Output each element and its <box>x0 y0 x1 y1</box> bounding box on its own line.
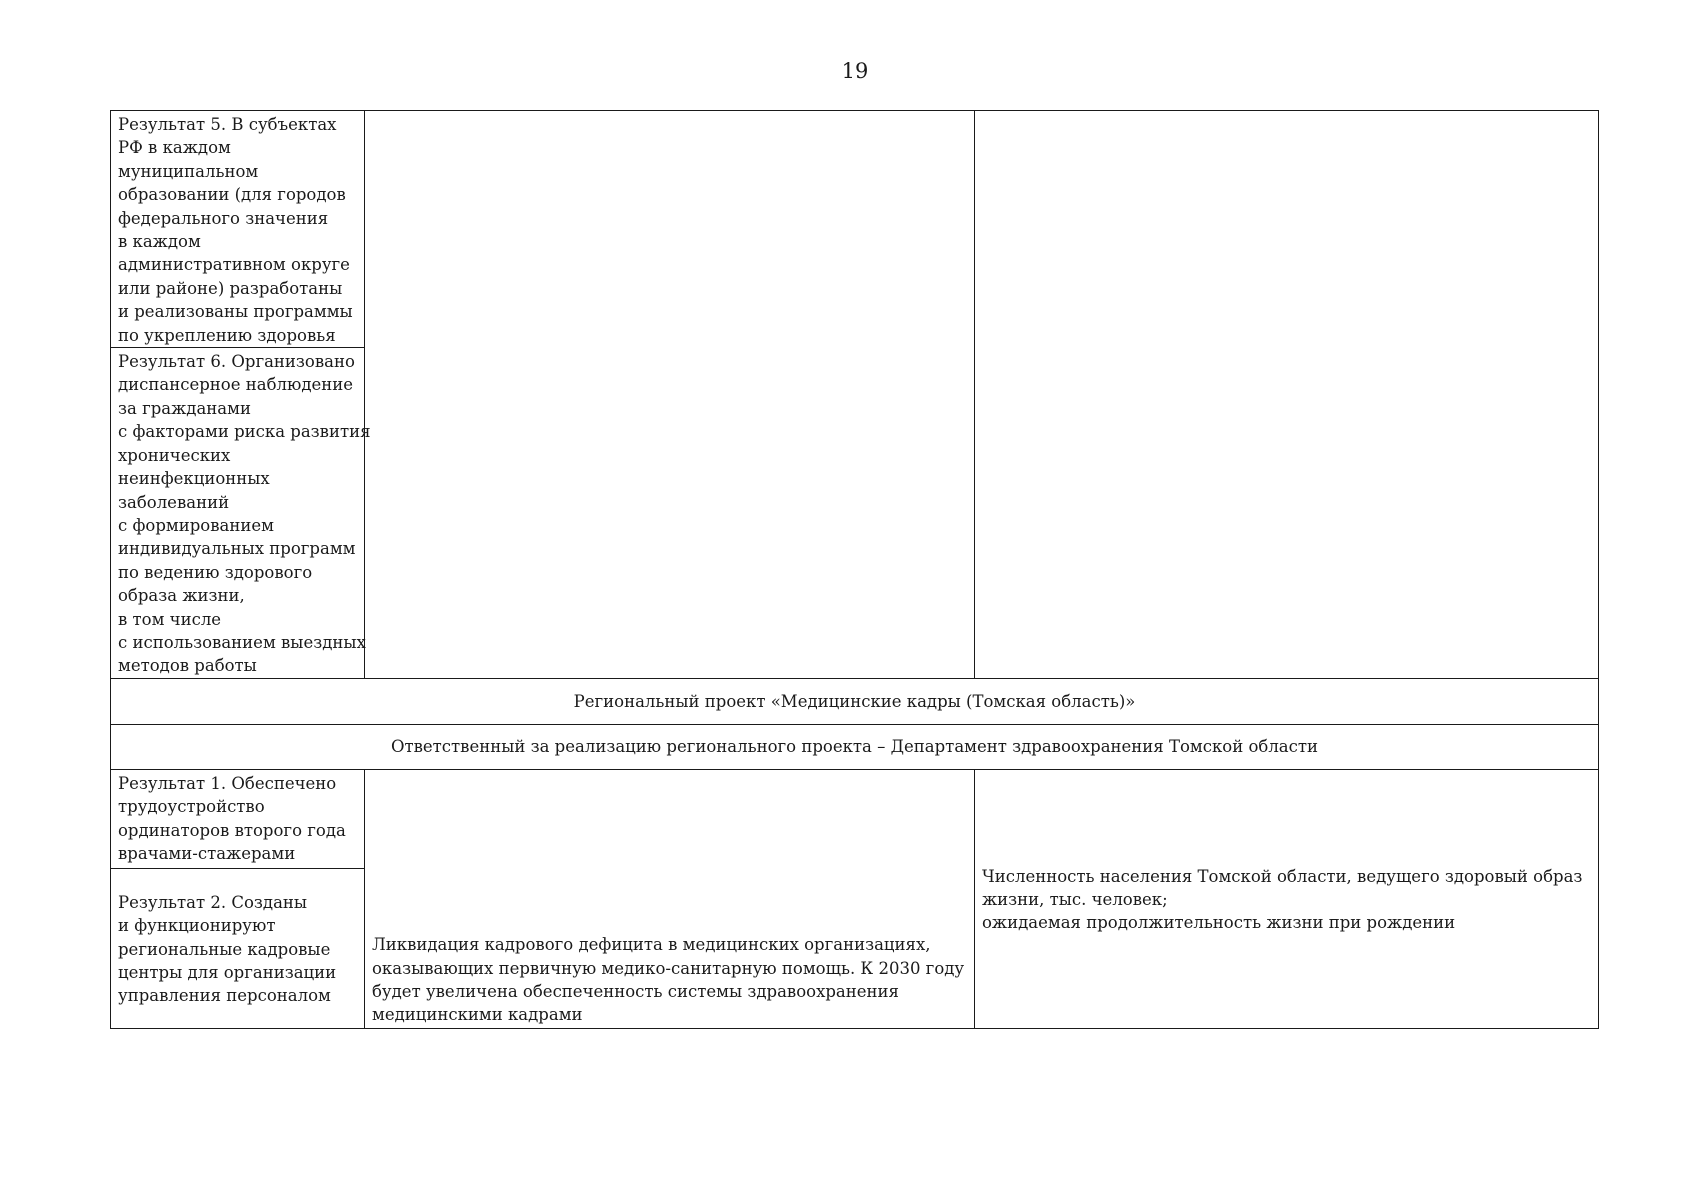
project-title: Региональный проект «Медицинские кадры (Томская область)» <box>111 678 1599 724</box>
table-row <box>111 678 1599 724</box>
table-row <box>111 111 1599 348</box>
result-5-line: и реализованы программы <box>118 302 353 322</box>
result-6-line: Результат 6. Организовано <box>118 352 355 372</box>
results-table <box>110 110 1599 1029</box>
result-6-line: неинфекционных <box>118 469 270 489</box>
goal-line: Ликвидация кадрового дефицита в медицинских организациях, <box>372 935 931 955</box>
responsible-department: Ответственный за реализацию регионального проекта – Департамент здравоохранения Томской области <box>111 724 1599 769</box>
kadry-result-2-line: центры для организации <box>118 962 337 982</box>
empty-goal-cell <box>365 111 975 679</box>
indicators-cell <box>975 769 1599 1028</box>
result-5-line: административном округе <box>118 255 350 275</box>
kadry-result-2-cell <box>111 868 365 1028</box>
result-5-line: муниципальном <box>118 161 259 181</box>
result-6-line: образа жизни, <box>118 586 245 606</box>
result-5-line: Результат 5. В субъектах <box>118 115 337 134</box>
kadry-result-1-line: врачами-стажерами <box>118 843 296 863</box>
result-6-line: по ведению здорового <box>118 562 313 582</box>
kadry-result-2-line: региональные кадровые <box>118 939 331 959</box>
kadry-result-1-line: ординаторов второго года <box>118 820 346 840</box>
table-row <box>111 724 1599 769</box>
result-5-line: по укреплению здоровья <box>118 325 336 345</box>
page-number: 19 <box>841 59 869 83</box>
result-6-line: методов работы <box>118 656 257 676</box>
indicator-line: Численность населения Томской области, ведущего здоровый образ <box>982 866 1583 886</box>
result-5-line: в каждом <box>118 232 201 252</box>
goal-line: будет увеличена обеспеченность системы здравоохранения <box>372 981 899 1001</box>
result-6-line: за гражданами <box>118 398 251 418</box>
result-6-line: индивидуальных программ <box>118 539 356 559</box>
empty-indicator-cell <box>975 111 1599 679</box>
result-6-line: диспансерное наблюдение <box>118 375 354 395</box>
result-6-line: заболеваний <box>118 492 230 512</box>
indicator-line: жизни, тыс. человек; <box>982 890 1168 910</box>
table-row <box>111 769 1599 868</box>
kadry-result-2-line: управления персоналом <box>118 986 331 1006</box>
result-6-line: с формированием <box>118 515 274 535</box>
goal-line: оказывающих первичную медико-санитарную помощь. К 2030 году <box>372 958 965 978</box>
result-5-cell <box>111 111 365 348</box>
kadry-result-2-line: и функционируют <box>118 916 276 936</box>
kadry-result-1-cell <box>111 769 365 868</box>
result-5-line: образовании (для городов <box>118 185 346 205</box>
indicator-line: ожидаемая продолжительность жизни при рождении <box>982 913 1456 933</box>
goal-line: медицинскими кадрами <box>372 1005 583 1025</box>
result-6-line: с факторами риска развития <box>118 422 371 442</box>
goal-cell <box>365 769 975 1028</box>
result-5-line: федерального значения <box>118 208 329 228</box>
result-6-cell <box>111 348 371 679</box>
result-6-line: с использованием выездных <box>118 632 366 652</box>
result-5-line: или районе) разработаны <box>118 278 343 298</box>
kadry-result-2-line: Результат 2. Созданы <box>118 892 308 912</box>
result-6-line: хронических <box>118 445 231 465</box>
kadry-result-1-line: трудоустройство <box>118 797 265 817</box>
result-6-line: в том числе <box>118 609 222 629</box>
kadry-result-1-line: Результат 1. Обеспечено <box>118 773 337 793</box>
result-5-line: РФ в каждом <box>118 138 231 158</box>
